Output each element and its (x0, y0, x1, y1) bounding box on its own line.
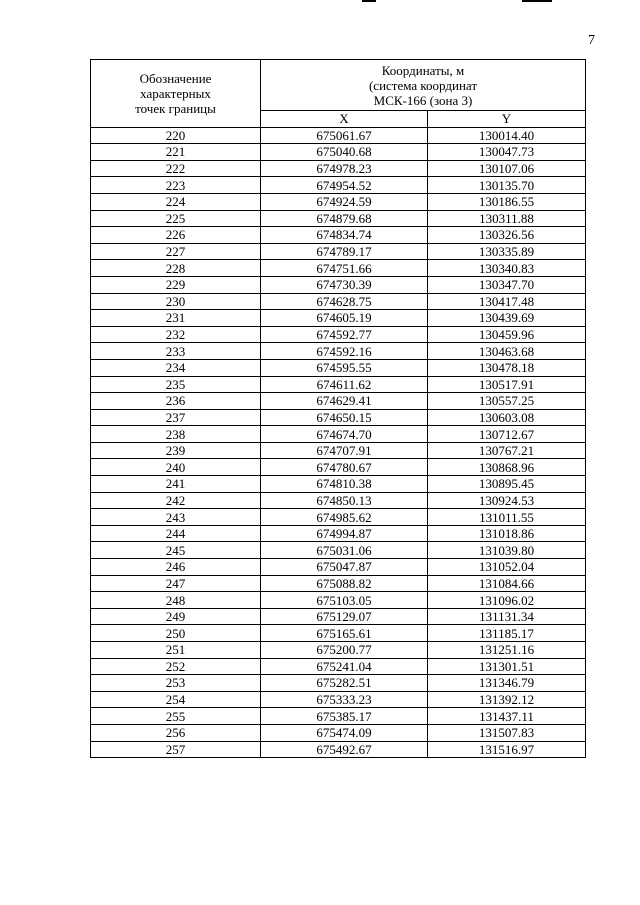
y-coordinate-cell: 131437.11 (428, 708, 586, 725)
x-coordinate-cell: 674751.66 (261, 260, 428, 277)
table-row (91, 691, 586, 708)
y-coordinate-cell: 130347.70 (428, 276, 586, 293)
point-id-cell: 255 (91, 708, 261, 725)
table-row (91, 509, 586, 526)
y-coordinate-cell: 130868.96 (428, 459, 586, 476)
y-coordinate-cell: 131018.86 (428, 525, 586, 542)
table-row (91, 492, 586, 509)
y-coordinate-cell: 131392.12 (428, 691, 586, 708)
x-coordinate-cell: 675103.05 (261, 592, 428, 609)
point-id-cell: 240 (91, 459, 261, 476)
x-coordinate-cell: 675333.23 (261, 691, 428, 708)
table-row (91, 276, 586, 293)
table-row (91, 575, 586, 592)
table-row (91, 442, 586, 459)
page-number: 7 (588, 33, 595, 48)
x-coordinate-cell: 675385.17 (261, 708, 428, 725)
header-line: МСК-166 (зона 3) (373, 92, 473, 108)
y-coordinate-cell: 131039.80 (428, 542, 586, 559)
point-id-cell: 247 (91, 575, 261, 592)
point-id-cell: 251 (91, 642, 261, 659)
header-line: характерных (140, 85, 211, 101)
header-line: (система координат (368, 77, 478, 93)
header-line: Координаты, м (381, 62, 465, 78)
point-id-cell: 235 (91, 376, 261, 393)
point-id-cell: 224 (91, 193, 261, 210)
point-id-cell: 223 (91, 177, 261, 194)
point-id-cell: 239 (91, 442, 261, 459)
point-id-cell: 221 (91, 144, 261, 161)
table-row (91, 144, 586, 161)
point-id-cell: 229 (91, 276, 261, 293)
x-coordinate-cell: 674780.67 (261, 459, 428, 476)
y-coordinate-cell: 130335.89 (428, 243, 586, 260)
y-coordinate-cell: 130135.70 (428, 177, 586, 194)
y-coordinate-cell: 130047.73 (428, 144, 586, 161)
table-row (91, 658, 586, 675)
y-coordinate-cell: 130478.18 (428, 359, 586, 376)
table-row (91, 625, 586, 642)
table-row (91, 359, 586, 376)
y-coordinate-cell: 131346.79 (428, 675, 586, 692)
x-coordinate-cell: 674994.87 (261, 525, 428, 542)
y-coordinate-cell: 130924.53 (428, 492, 586, 509)
table-row (91, 260, 586, 277)
y-coordinate-cell: 130895.45 (428, 476, 586, 493)
table-row (91, 343, 586, 360)
point-id-cell: 233 (91, 343, 261, 360)
y-coordinate-cell: 131301.51 (428, 658, 586, 675)
point-id-cell: 238 (91, 426, 261, 443)
table-row (91, 525, 586, 542)
y-coordinate-cell: 130340.83 (428, 260, 586, 277)
x-coordinate-cell: 674789.17 (261, 243, 428, 260)
point-id-cell: 254 (91, 691, 261, 708)
point-id-cell: 253 (91, 675, 261, 692)
x-coordinate-cell: 674592.16 (261, 343, 428, 360)
table-row (91, 459, 586, 476)
x-coordinate-cell: 674629.41 (261, 393, 428, 410)
x-coordinate-cell: 675474.09 (261, 724, 428, 741)
y-coordinate-cell: 131251.16 (428, 642, 586, 659)
x-coordinate-cell: 674810.38 (261, 476, 428, 493)
x-coordinate-cell: 675129.07 (261, 608, 428, 625)
y-coordinate-cell: 130712.67 (428, 426, 586, 443)
table-row (91, 326, 586, 343)
y-coordinate-cell: 130603.08 (428, 409, 586, 426)
table-row (91, 376, 586, 393)
point-id-cell: 244 (91, 525, 261, 542)
x-coordinate-cell: 675040.68 (261, 144, 428, 161)
y-coordinate-cell: 130326.56 (428, 227, 586, 244)
y-column-header: Y (428, 111, 586, 128)
table-row (91, 724, 586, 741)
y-coordinate-cell: 130311.88 (428, 210, 586, 227)
header-line: Обозначение (139, 70, 212, 86)
point-id-cell: 250 (91, 625, 261, 642)
x-column-header: X (261, 111, 428, 128)
point-id-cell: 249 (91, 608, 261, 625)
x-coordinate-cell: 674707.91 (261, 442, 428, 459)
x-coordinate-cell: 675492.67 (261, 741, 428, 758)
y-coordinate-cell: 130107.06 (428, 160, 586, 177)
x-coordinate-cell: 674611.62 (261, 376, 428, 393)
y-coordinate-cell: 131096.02 (428, 592, 586, 609)
y-coordinate-cell: 130517.91 (428, 376, 586, 393)
y-coordinate-cell: 130463.68 (428, 343, 586, 360)
x-coordinate-cell: 675088.82 (261, 575, 428, 592)
point-id-cell: 245 (91, 542, 261, 559)
table-row (91, 708, 586, 725)
y-coordinate-cell: 130417.48 (428, 293, 586, 310)
x-coordinate-cell: 674834.74 (261, 227, 428, 244)
point-id-cell: 228 (91, 260, 261, 277)
x-coordinate-cell: 674605.19 (261, 310, 428, 327)
point-id-cell: 234 (91, 359, 261, 376)
point-id-cell: 242 (91, 492, 261, 509)
table-row (91, 227, 586, 244)
table-row (91, 409, 586, 426)
point-id-cell: 243 (91, 509, 261, 526)
x-coordinate-cell: 674650.15 (261, 409, 428, 426)
point-id-cell: 248 (91, 592, 261, 609)
table-header-row (91, 60, 586, 111)
table-body (91, 127, 586, 758)
x-coordinate-cell: 674924.59 (261, 193, 428, 210)
point-id-cell: 252 (91, 658, 261, 675)
y-coordinate-cell: 131052.04 (428, 559, 586, 576)
table-row (91, 310, 586, 327)
header-line: точек границы (135, 100, 216, 116)
x-coordinate-cell: 674879.68 (261, 210, 428, 227)
x-coordinate-cell: 675031.06 (261, 542, 428, 559)
y-coordinate-cell: 131011.55 (428, 509, 586, 526)
y-coordinate-cell: 131507.83 (428, 724, 586, 741)
point-id-cell: 257 (91, 741, 261, 758)
table-row (91, 393, 586, 410)
x-coordinate-cell: 675241.04 (261, 658, 428, 675)
point-id-cell: 246 (91, 559, 261, 576)
table-row (91, 559, 586, 576)
x-coordinate-cell: 674978.23 (261, 160, 428, 177)
x-coordinate-cell: 675165.61 (261, 625, 428, 642)
x-coordinate-cell: 674674.70 (261, 426, 428, 443)
table-row (91, 243, 586, 260)
point-id-cell: 222 (91, 160, 261, 177)
x-coordinate-cell: 674595.55 (261, 359, 428, 376)
point-id-cell: 226 (91, 227, 261, 244)
x-coordinate-cell: 675282.51 (261, 675, 428, 692)
y-coordinate-cell: 130186.55 (428, 193, 586, 210)
point-id-cell: 220 (91, 127, 261, 144)
table-row (91, 642, 586, 659)
point-id-cell: 256 (91, 724, 261, 741)
x-coordinate-cell: 675047.87 (261, 559, 428, 576)
point-id-cell: 237 (91, 409, 261, 426)
table-row (91, 127, 586, 144)
table-row (91, 675, 586, 692)
x-coordinate-cell: 674985.62 (261, 509, 428, 526)
table-row (91, 210, 586, 227)
y-coordinate-cell: 130767.21 (428, 442, 586, 459)
x-coordinate-cell: 674850.13 (261, 492, 428, 509)
point-designation-header (91, 60, 261, 128)
y-coordinate-cell: 130014.40 (428, 127, 586, 144)
coordinates-header (261, 60, 586, 111)
coordinates-table (90, 59, 586, 758)
table-row (91, 592, 586, 609)
point-id-cell: 231 (91, 310, 261, 327)
table-row (91, 193, 586, 210)
y-coordinate-cell: 130459.96 (428, 326, 586, 343)
table-row (91, 160, 586, 177)
y-coordinate-cell: 131185.17 (428, 625, 586, 642)
point-id-cell: 227 (91, 243, 261, 260)
table-row (91, 542, 586, 559)
x-coordinate-cell: 675061.67 (261, 127, 428, 144)
x-coordinate-cell: 674954.52 (261, 177, 428, 194)
table-row (91, 476, 586, 493)
y-coordinate-cell: 130439.69 (428, 310, 586, 327)
top-edge-mark-right (522, 0, 552, 2)
table-row (91, 741, 586, 758)
y-coordinate-cell: 131131.34 (428, 608, 586, 625)
table-row (91, 293, 586, 310)
table-row (91, 426, 586, 443)
table-row (91, 608, 586, 625)
point-id-cell: 236 (91, 393, 261, 410)
x-coordinate-cell: 674628.75 (261, 293, 428, 310)
y-coordinate-cell: 131516.97 (428, 741, 586, 758)
x-coordinate-cell: 675200.77 (261, 642, 428, 659)
y-coordinate-cell: 130557.25 (428, 393, 586, 410)
y-coordinate-cell: 131084.66 (428, 575, 586, 592)
point-id-cell: 241 (91, 476, 261, 493)
point-id-cell: 232 (91, 326, 261, 343)
table-row (91, 177, 586, 194)
point-id-cell: 225 (91, 210, 261, 227)
x-coordinate-cell: 674730.39 (261, 276, 428, 293)
point-id-cell: 230 (91, 293, 261, 310)
x-coordinate-cell: 674592.77 (261, 326, 428, 343)
top-edge-mark-left (362, 0, 376, 2)
